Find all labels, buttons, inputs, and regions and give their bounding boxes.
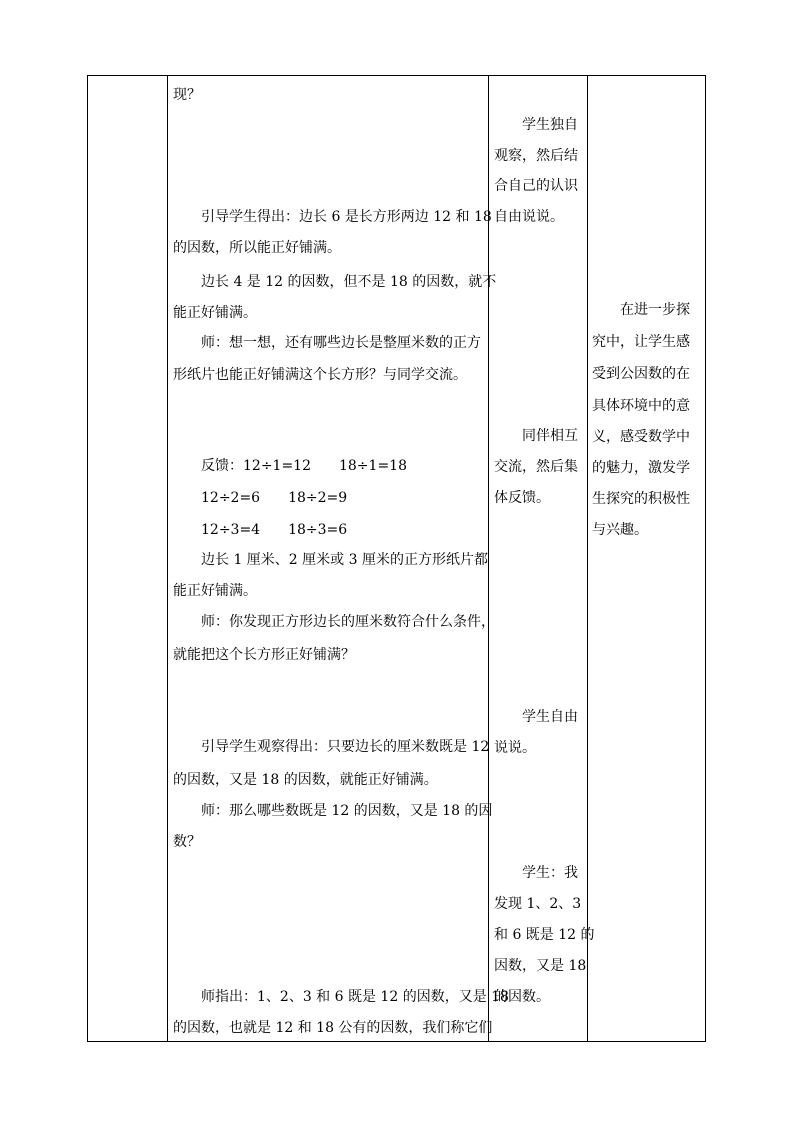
text-line: 的因数，也就是 12 和 18 公有的因数，我们称它们: [173, 1020, 493, 1036]
text-line: 学生自由: [522, 709, 578, 725]
text-line: 边长 4 是 12 的因数，但不是 18 的因数，就不: [201, 274, 497, 290]
text-line: 师：想一想，还有哪些边长是整厘米数的正方: [201, 335, 481, 351]
text-line: 学生独自: [522, 117, 578, 133]
text-line: 师指出：1、2、3 和 6 既是 12 的因数，又是 18: [201, 989, 509, 1005]
text-line: 师：那么哪些数既是 12 的因数，又是 18 的因: [201, 803, 493, 819]
text-line: 12÷3=4 18÷3=6: [201, 522, 348, 538]
text-line: 引导学生得出：边长 6 是长方形两边 12 和 18: [201, 209, 492, 225]
blank-column: [88, 76, 167, 1041]
text-line: 因数，又是 18: [494, 958, 587, 974]
text-line: 的因数，又是 18 的因数，就能正好铺满。: [173, 772, 438, 788]
text-line: 说说。: [494, 740, 536, 756]
text-line: 合自己的认识: [494, 178, 578, 194]
text-line: 生探究的积极性: [592, 491, 690, 507]
text-line: 同伴相互: [522, 428, 578, 444]
text-line: 与兴趣。: [592, 522, 648, 538]
design-intent-column: [588, 76, 705, 1041]
text-line: 在进一步探: [620, 302, 690, 318]
text-line: 能正好铺满。: [173, 305, 257, 321]
text-line: 的因数，所以能正好铺满。: [173, 240, 341, 256]
teacher-activity-column: [168, 76, 509, 1041]
text-line: 就能把这个长方形正好铺满？: [173, 647, 355, 663]
text-line: 12÷2=6 18÷2=9: [201, 490, 348, 506]
text-line: 的因数。: [494, 989, 550, 1005]
text-line: 交流，然后集: [494, 459, 578, 475]
text-line: 反馈：12÷1=12 18÷1=18: [201, 458, 407, 474]
text-line: 和 6 既是 12 的: [494, 927, 595, 943]
text-line: 能正好铺满。: [173, 583, 257, 599]
text-line: 师：你发现正方形边长的厘米数符合什么条件，: [201, 614, 495, 630]
text-line: 体反馈。: [494, 490, 550, 506]
text-line: 具体环境中的意: [592, 398, 690, 414]
text-line: 引导学生观察得出：只要边长的厘米数既是 12: [201, 739, 490, 755]
text-line: 发现 1、2、3: [494, 896, 582, 912]
text-line: 学生：我: [522, 865, 578, 881]
text-line: 数？: [173, 834, 201, 850]
lesson-table: [87, 75, 706, 1042]
text-line: 受到公因数的在: [592, 366, 690, 382]
text-line: 形纸片也能正好铺满这个长方形？与同学交流。: [173, 367, 467, 383]
text-line: 自由说说。: [494, 209, 564, 225]
text-line: 现？: [173, 87, 201, 103]
text-line: 观察，然后结: [494, 148, 578, 164]
text-line: 究中，让学生感: [592, 334, 690, 350]
text-line: 边长 1 厘米、2 厘米或 3 厘米的正方形纸片都: [201, 552, 488, 568]
student-activity-column: [489, 76, 595, 1041]
text-line: 义，感受数学中: [592, 429, 690, 445]
text-line: 的魅力，激发学: [592, 460, 690, 476]
